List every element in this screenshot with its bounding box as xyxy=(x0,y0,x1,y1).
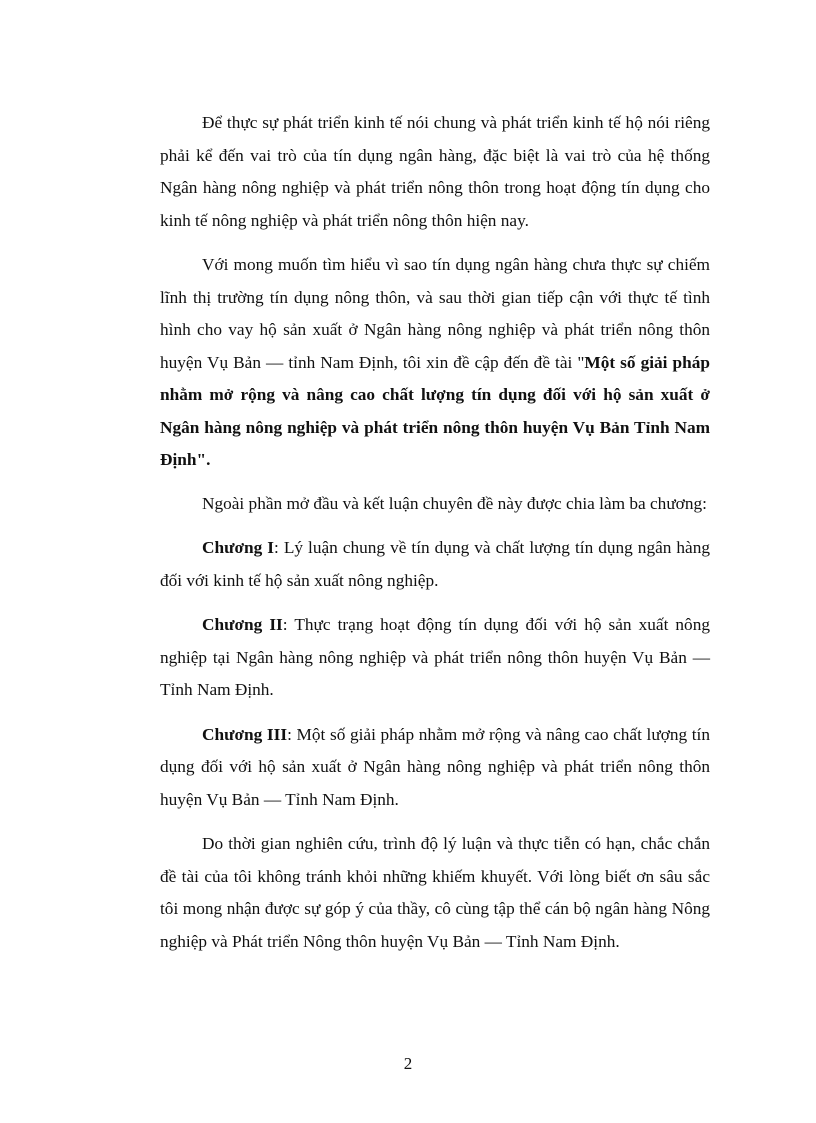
chapter-3 xyxy=(160,719,710,817)
chapter-2-text: : Thực trạng hoạt động tín dụng đối với hộ sản xuất nông nghiệp tại Ngân hàng nông nghiệp và phát triển nông thôn huyện Vụ Bản — Tỉnh Nam Định. xyxy=(160,615,710,699)
chapter-1-label: Chương I xyxy=(202,538,275,557)
paragraph-structure-text: Ngoài phần mở đầu và kết luận chuyên đề này được chia làm ba chương: xyxy=(202,493,707,513)
page-number: 2 xyxy=(403,1054,413,1073)
chapter-1-text: : Lý luận chung về tín dụng và chất lượng tín dụng ngân hàng đối với kinh tế hộ sản xuất nông nghiệp. xyxy=(160,538,711,590)
chapter-2 xyxy=(160,609,710,707)
body-text xyxy=(160,107,710,970)
chapter-2-label: Chương II xyxy=(202,615,283,634)
paragraph-topic xyxy=(160,249,710,477)
paragraph-intro xyxy=(160,107,710,237)
paragraph-closing-text: Do thời gian nghiên cứu, trình độ lý luận và thực tiễn có hạn, chắc chắn đề tài của tôi không tránh khỏi những khiếm khuyết. Với lòng biết ơn sâu sắc tôi mong nhận được sự góp ý của thầy, cô cùng tập thể cán bộ ngân hàng Nông nghiệp và Phát triển Nông thôn huyện Vụ Bản — Tỉnh Nam Định. xyxy=(160,834,710,951)
chapter-3-label: Chương III xyxy=(202,724,288,744)
chapter-3-text: : Một số giải pháp nhằm mở rộng và nâng cao chất lượng tín dụng đối với hộ sản xuất ở Ngân hàng nông nghiệp và phát triển nông thôn huyện Vụ Bản — Tỉnh Nam Định. xyxy=(160,724,710,809)
thesis-title: Một số giải pháp nhằm mở rộng và nâng cao chất lượng tín dụng đối với hộ sản xuất ở Ngân hàng nông nghiệp và phát triển nông thôn huyện Vụ Bản Tỉnh Nam Định". xyxy=(160,352,710,469)
paragraph-topic-text: Với mong muốn tìm hiểu vì sao tín dụng ngân hàng chưa thực sự chiếm lĩnh thị trường tín dụng nông thôn, và sau thời gian tiếp cận với thực tế tình hình cho vay hộ sản xuất ở Ngân hàng nông nghiệp và phát triển nông thôn huyện Vụ Bản — tỉnh Nam Định, tôi xin đề cập đến đề tài " xyxy=(160,255,710,372)
paragraph-intro-text: Để thực sự phát triển kinh tế nói chung và phát triển kinh tế hộ nói riêng phải kể đến vai trò của tín dụng ngân hàng, đặc biệt là vai trò của hệ thống Ngân hàng nông nghiệp và phát triển nông thôn trong hoạt động tín dụng cho kinh tế nông nghiệp và phát triển nông thôn hiện nay. xyxy=(160,113,710,230)
chapter-1 xyxy=(160,532,710,597)
paragraph-structure xyxy=(160,488,710,521)
paragraph-closing xyxy=(160,828,710,958)
